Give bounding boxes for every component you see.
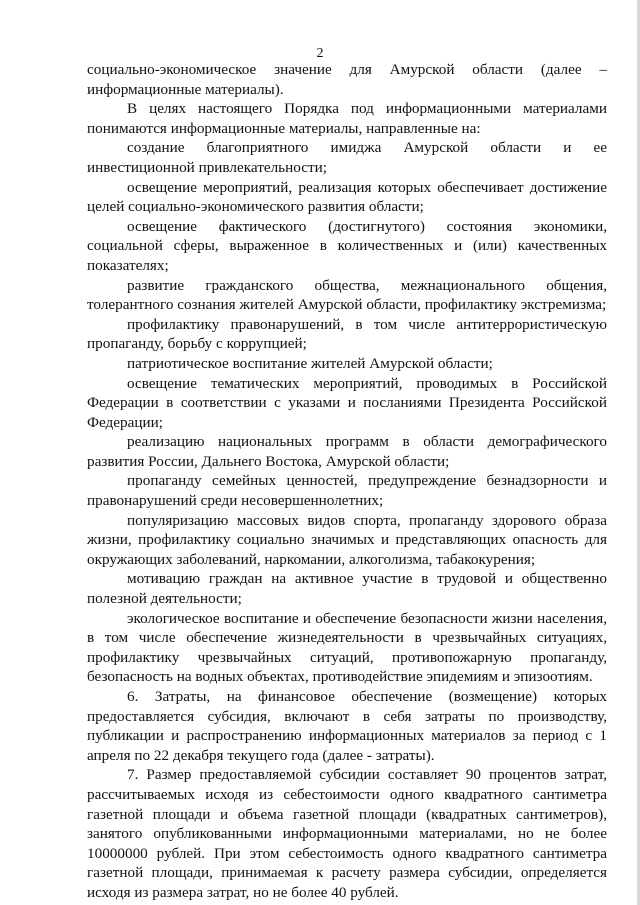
list-item-image: создание благоприятного имиджа Амурской области и ее инвестиционной привлекательности; [87,139,607,176]
list-item-sport-health: популяризацию массовых видов спорта, пропаганду здорового образа жизни, профилактику социально значимых и представляющих опасность для окружающих заболеваний, наркомании, алкоголизма, табакокурения; [87,511,607,568]
document-body [87,60,607,903]
list-item-civil-society: развитие гражданского общества, межнационального общения, толерантного сознания жителей Амурской области, профилактику экстремизма; [87,276,607,314]
list-item-ecology-safety: экологическое воспитание и обеспечение безопасности жизни населения, в том числе обеспечение жизнедеятельности в чрезвычайных ситуациях, профилактику чрезвычайных ситуаций, противопожарную пропаганду, безопасность на водных объектах, противодействие эпидемиям и эпизоотиям. [87,609,607,686]
list-item-crime-prevention: профилактику правонарушений, в том числе антитеррористическую пропаганду, борьбу с коррупцией; [87,315,607,353]
page-number: 2 [316,46,324,61]
list-item-national-programs: реализацию национальных программ в области демографического развития России, Дальнего Востока, Амурской области; [87,433,607,470]
paragraph-definition-intro: В целях настоящего Порядка под информационными материалами понимаются информационные материалы, направленные на: [87,100,607,137]
list-item-thematic-events: освещение тематических мероприятий, проводимых в Российской Федерации в соответствии с указами и посланиями Президента Российской Федерации; [87,374,607,431]
list-item-economy: освещение фактического (достигнутого) состояния экономики, социальной сферы, выраженное в количественных и (или) качественных показателях; [87,217,607,274]
paragraph-continuation: социально-экономическое значение для Амурской области (далее – информационные материалы). [87,61,607,98]
list-item-events: освещение мероприятий, реализация которых обеспечивает достижение целей социально-экономического развития области; [87,178,607,216]
paragraph-costs: 6. Затраты, на финансовое обеспечение (возмещение) которых предоставляется субсидия, включают в себя затраты по производству, публикации и распространению информационных материалов за период с 1 апреля по 22 декабря текущего года (далее - затраты). [87,688,607,764]
paragraph-subsidy-amount: 7. Размер предоставляемой субсидии составляет 90 процентов затрат, рассчитываемых исходя из себестоимости одного квадратного сантиметра газетной площади и объема газетной площади (квадратных сантиметров), занятого опубликованными информационными материалами, но не более 10000000 рублей. При этом себестоимость одного квадратного сантиметра газетной площади, принимаемая к расчету размера субсидии, определяется исходя из размера затрат, но не более 40 рублей. [87,766,607,901]
list-item-family-values: пропаганду семейных ценностей, предупреждение безнадзорности и правонарушений среди несовершеннолетних; [87,472,607,510]
list-item-motivation: мотивацию граждан на активное участие в трудовой и общественно полезной деятельности; [87,570,607,608]
list-item-patriotic: патриотическое воспитание жителей Амурской области; [127,354,493,372]
